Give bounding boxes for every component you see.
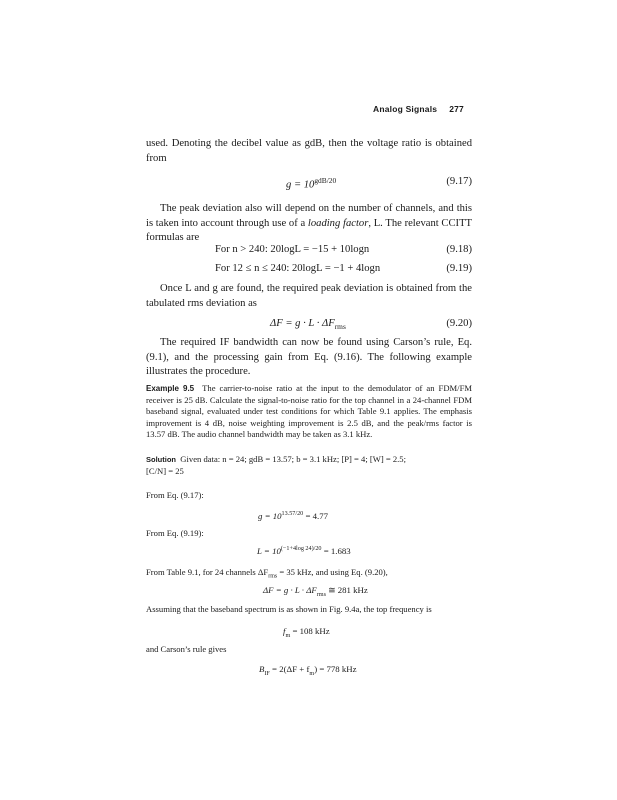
- bif-calc-mid: = 2(ΔF + f: [269, 664, 310, 674]
- paragraph-2-part2: , L. The relevant CCITT formulas are: [146, 217, 473, 243]
- from-table-line: [146, 567, 388, 583]
- paragraph-2-part1: The peak deviation also will depend on the number of channels, and this is taken into account through use of a: [146, 203, 472, 229]
- bif-calc-subscript-2: m: [309, 670, 315, 677]
- from-table-subscript: rms: [268, 573, 278, 580]
- paragraph-1: used. Denoting the decibel value as gdB, then the voltage ratio is obtained from: [146, 138, 472, 164]
- L-calculation: [257, 546, 351, 556]
- eq-9-20-subscript: rms: [334, 322, 346, 332]
- equation-9-18: For n > 240: 20logL = −15 + 10logn: [215, 244, 370, 255]
- example-label: Example 9.5: [146, 384, 195, 393]
- paragraph-4: The required IF bandwidth can now be found using Carson’s rule, Eq. (9.1), and the processing gain from Eq. (9.16). The following example illustrates the procedure.: [146, 337, 472, 377]
- g-calc-exponent: 13.57/20: [281, 511, 304, 518]
- g-calculation: [258, 511, 328, 521]
- from-table-text: From Table 9.1, for 24 channels ΔF: [146, 567, 269, 577]
- bif-calc-result: ) = 778 kHz: [314, 664, 357, 674]
- g-calc-result: = 4.77: [303, 511, 329, 521]
- assume-line: Assuming that the baseband spectrum is as shown in Fig. 9.4a, the top frequency is: [146, 604, 432, 614]
- eq-9-17-exponent: gdB/20: [314, 176, 337, 185]
- bif-calc-body: B: [259, 664, 265, 674]
- equation-number-9-20: (9.20): [446, 318, 472, 329]
- fm-calc-result: = 108 kHz: [290, 626, 330, 636]
- given-data-line-1: Given data: n = 24; gdB = 13.57; b = 3.1 kHz; [P] = 4; [W] = 2.5;: [180, 454, 406, 464]
- page-number: 277: [449, 104, 464, 114]
- deltaF-calc-subscript: rms: [316, 591, 326, 598]
- from-eq-9-17: From Eq. (9.17):: [146, 490, 204, 500]
- fm-calculation: [283, 626, 330, 639]
- paragraph-2: [146, 202, 472, 246]
- bif-calculation: [259, 664, 357, 677]
- carson-line: and Carson’s rule gives: [146, 644, 227, 654]
- equation-number-9-18: (9.18): [446, 244, 472, 255]
- equation-9-20: [270, 318, 346, 331]
- loading-factor-term: loading factor: [307, 217, 369, 229]
- fm-calc-subscript: m: [285, 632, 291, 639]
- equation-number-9-19: (9.19): [446, 263, 472, 274]
- eq-9-20-body: ΔF = g · L · ΔF: [270, 318, 335, 329]
- deltaF-calc-body: ΔF = g · L · ΔF: [263, 585, 317, 595]
- equation-9-17: [286, 176, 336, 191]
- bif-calc-subscript: IF: [264, 670, 270, 677]
- paragraph-3: Once L and g are found, the required peak deviation is obtained from the tabulated rms deviation as: [146, 283, 472, 309]
- eq-9-17-body: g = 10: [286, 179, 315, 191]
- example-text: The carrier-to-noise ratio at the input to the demodulator of an FDM/FM receiver is 25 dB. Calculate the signal-to-noise ratio for the top channel in a 24-channel FDM baseband signal, evaluated under test conditions for which Table 9.1 applies. The emphasis improvement is 4 dB, noise weighting improvement is 2.5 dB, and the peak/rms factor is 13.57 dB. The audio channel bandwidth may be taken as 3.1 kHz.: [146, 383, 472, 439]
- example-block: [146, 383, 472, 441]
- running-header: [373, 104, 464, 114]
- solution-block: [146, 454, 472, 477]
- from-table-end: = 35 kHz, and using Eq. (9.20),: [277, 567, 388, 577]
- deltaF-calculation: [263, 585, 368, 598]
- equation-number-9-17: (9.17): [446, 176, 472, 187]
- running-title: Analog Signals: [373, 104, 438, 114]
- given-data-line-2: [C/N] = 25: [146, 465, 184, 476]
- fm-calc-body: f: [283, 626, 286, 636]
- solution-label: Solution: [146, 455, 176, 464]
- L-calc-body: L = 10: [257, 546, 281, 556]
- L-calc-exponent: (−1+4log 24)/20: [280, 546, 322, 553]
- g-calc-body: g = 10: [258, 511, 282, 521]
- from-eq-9-19: From Eq. (9.19):: [146, 528, 204, 538]
- deltaF-calc-result: ≅ 281 kHz: [325, 585, 368, 595]
- L-calc-result: = 1.683: [321, 546, 351, 556]
- equation-9-19: For 12 ≤ n ≤ 240: 20logL = −1 + 4logn: [215, 263, 381, 274]
